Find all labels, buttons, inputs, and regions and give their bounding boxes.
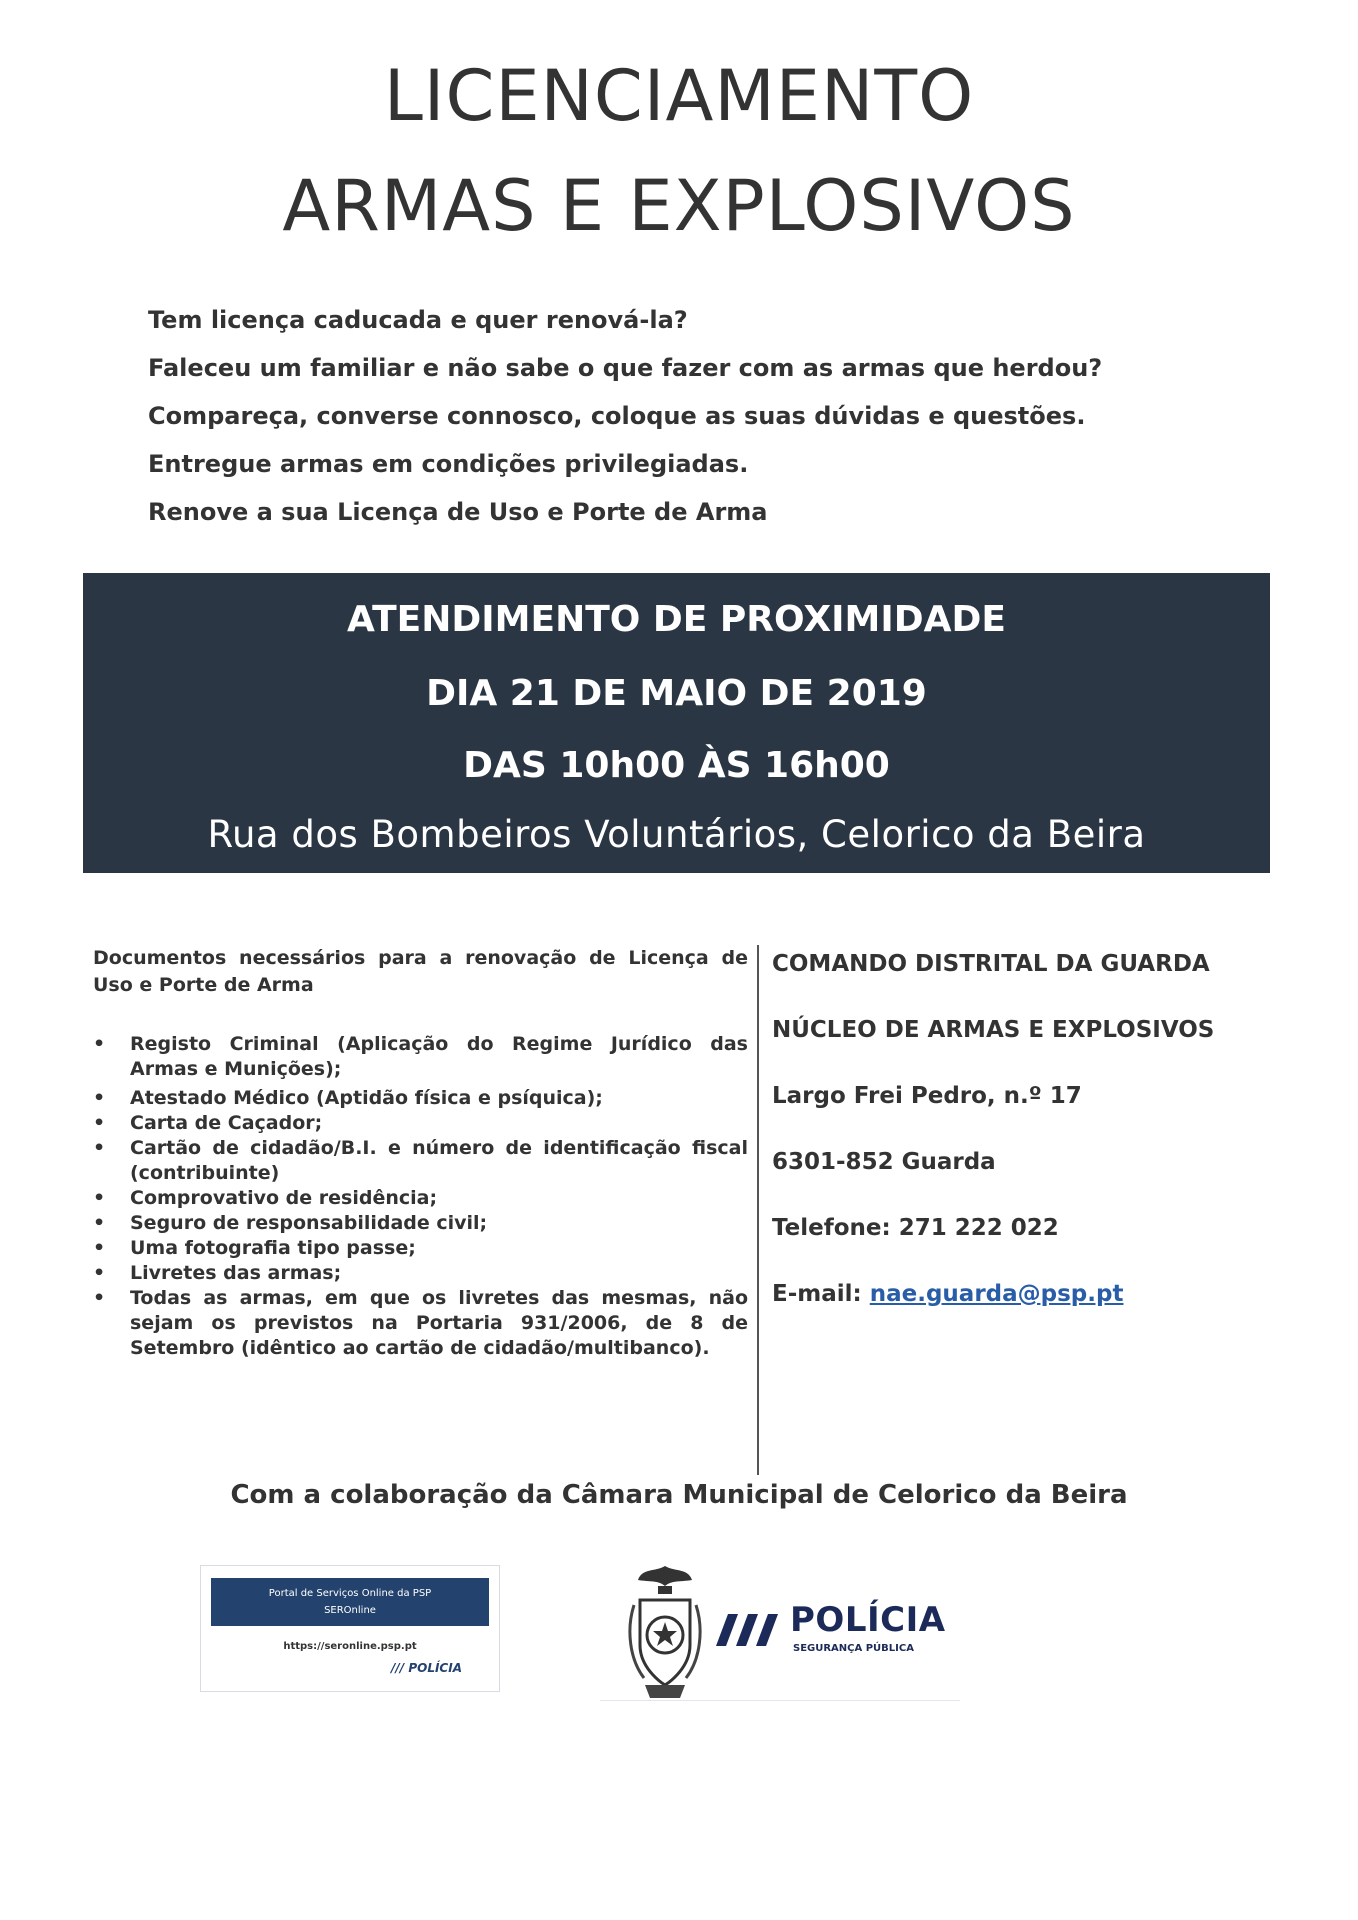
seronline-psp-logo: /// POLÍCIA [391,1661,462,1675]
intro-line: Renove a sua Licença de Uso e Porte de Arma [148,498,768,526]
banner-location: Rua dos Bombeiros Voluntários, Celorico da Beira [207,813,1146,856]
contact-unit: NÚCLEO DE ARMAS E EXPLOSIVOS [772,1017,1215,1043]
psp-stripes-icon [710,1610,790,1650]
documents-section [93,945,748,1361]
bullet-icon: • [93,1212,106,1234]
seronline-url[interactable]: https://seronline.psp.pt [283,1641,417,1652]
collaboration-note: Com a colaboração da Câmara Municipal de Celorico da Beira [230,1480,1128,1510]
contact-phone: Telefone: 271 222 022 [772,1215,1059,1241]
banner-time: DAS 10h00 ÀS 16h00 [463,745,890,786]
contact-address: Largo Frei Pedro, n.º 17 [772,1083,1082,1109]
seronline-name: SEROnline [324,1605,376,1616]
list-item: • Registo Criminal (Aplicação do Regime Jurídico das Armas e Munições); [93,1033,748,1080]
documents-list [93,1032,748,1361]
list-item: • Comprovativo de residência; [93,1187,438,1209]
list-item: • Cartão de cidadão/B.I. e número de identificação fiscal (contribuinte) [93,1137,748,1184]
bullet-icon: • [93,1262,106,1284]
psp-crest-icon [620,1560,710,1705]
seronline-title: Portal de Serviços Online da PSP [268,1588,432,1599]
bullet-icon: • [93,1187,106,1209]
bullet-icon: • [93,1237,106,1259]
seronline-header [211,1578,489,1626]
page-title-line-1: LICENCIAMENTO [383,55,975,137]
psp-logo [600,1560,960,1710]
contact-command: COMANDO DISTRITAL DA GUARDA [772,951,1210,977]
intro-line: Faleceu um familiar e não sabe o que fazer com as armas que herdou? [148,354,1103,382]
list-item: • Todas as armas, em que os livretes das mesmas, não sejam os previstos na Portaria 931/2006, de 8 de Setembro (idêntico ao cartão de cidadão/multibanco). [93,1287,748,1359]
list-item: • Uma fotografia tipo passe; [93,1237,416,1259]
event-banner [83,573,1270,873]
column-divider [757,945,759,1475]
documents-heading: Documentos necessários para a renovação de Licença de Uso e Porte de Arma [93,947,748,996]
seronline-banner[interactable] [200,1565,500,1692]
list-item: • Livretes das armas; [93,1262,342,1284]
bullet-icon: • [93,1033,106,1055]
banner-date: DIA 21 DE MAIO DE 2019 [426,673,927,714]
logo-rule [600,1700,960,1701]
contact-section [772,948,1272,1344]
list-item: • Seguro de responsabilidade civil; [93,1212,488,1234]
email-link[interactable]: nae.guarda@psp.pt [869,1281,1124,1307]
intro-line: Tem licença caducada e quer renová-la? [148,306,688,334]
intro-line: Compareça, converse connosco, coloque as suas dúvidas e questões. [148,402,1086,430]
contact-email-row [772,1278,1272,1344]
intro-text [148,296,1248,536]
psp-logo-word: POLÍCIA [790,1600,946,1640]
bullet-icon: • [93,1087,106,1109]
intro-line: Entregue armas em condições privilegiadas. [148,450,749,478]
list-item: • Carta de Caçador; [93,1112,323,1134]
banner-heading: ATENDIMENTO DE PROXIMIDADE [347,599,1006,640]
bullet-icon: • [93,1137,106,1159]
bullet-icon: • [93,1287,106,1309]
contact-postal: 6301-852 Guarda [772,1149,996,1175]
page-title-line-2: ARMAS E EXPLOSIVOS [282,165,1076,247]
psp-logo-subtitle: SEGURANÇA PÚBLICA [793,1643,914,1654]
bullet-icon: • [93,1112,106,1134]
list-item: • Atestado Médico (Aptidão física e psíquica); [93,1087,603,1109]
email-label: E-mail: [772,1281,862,1307]
